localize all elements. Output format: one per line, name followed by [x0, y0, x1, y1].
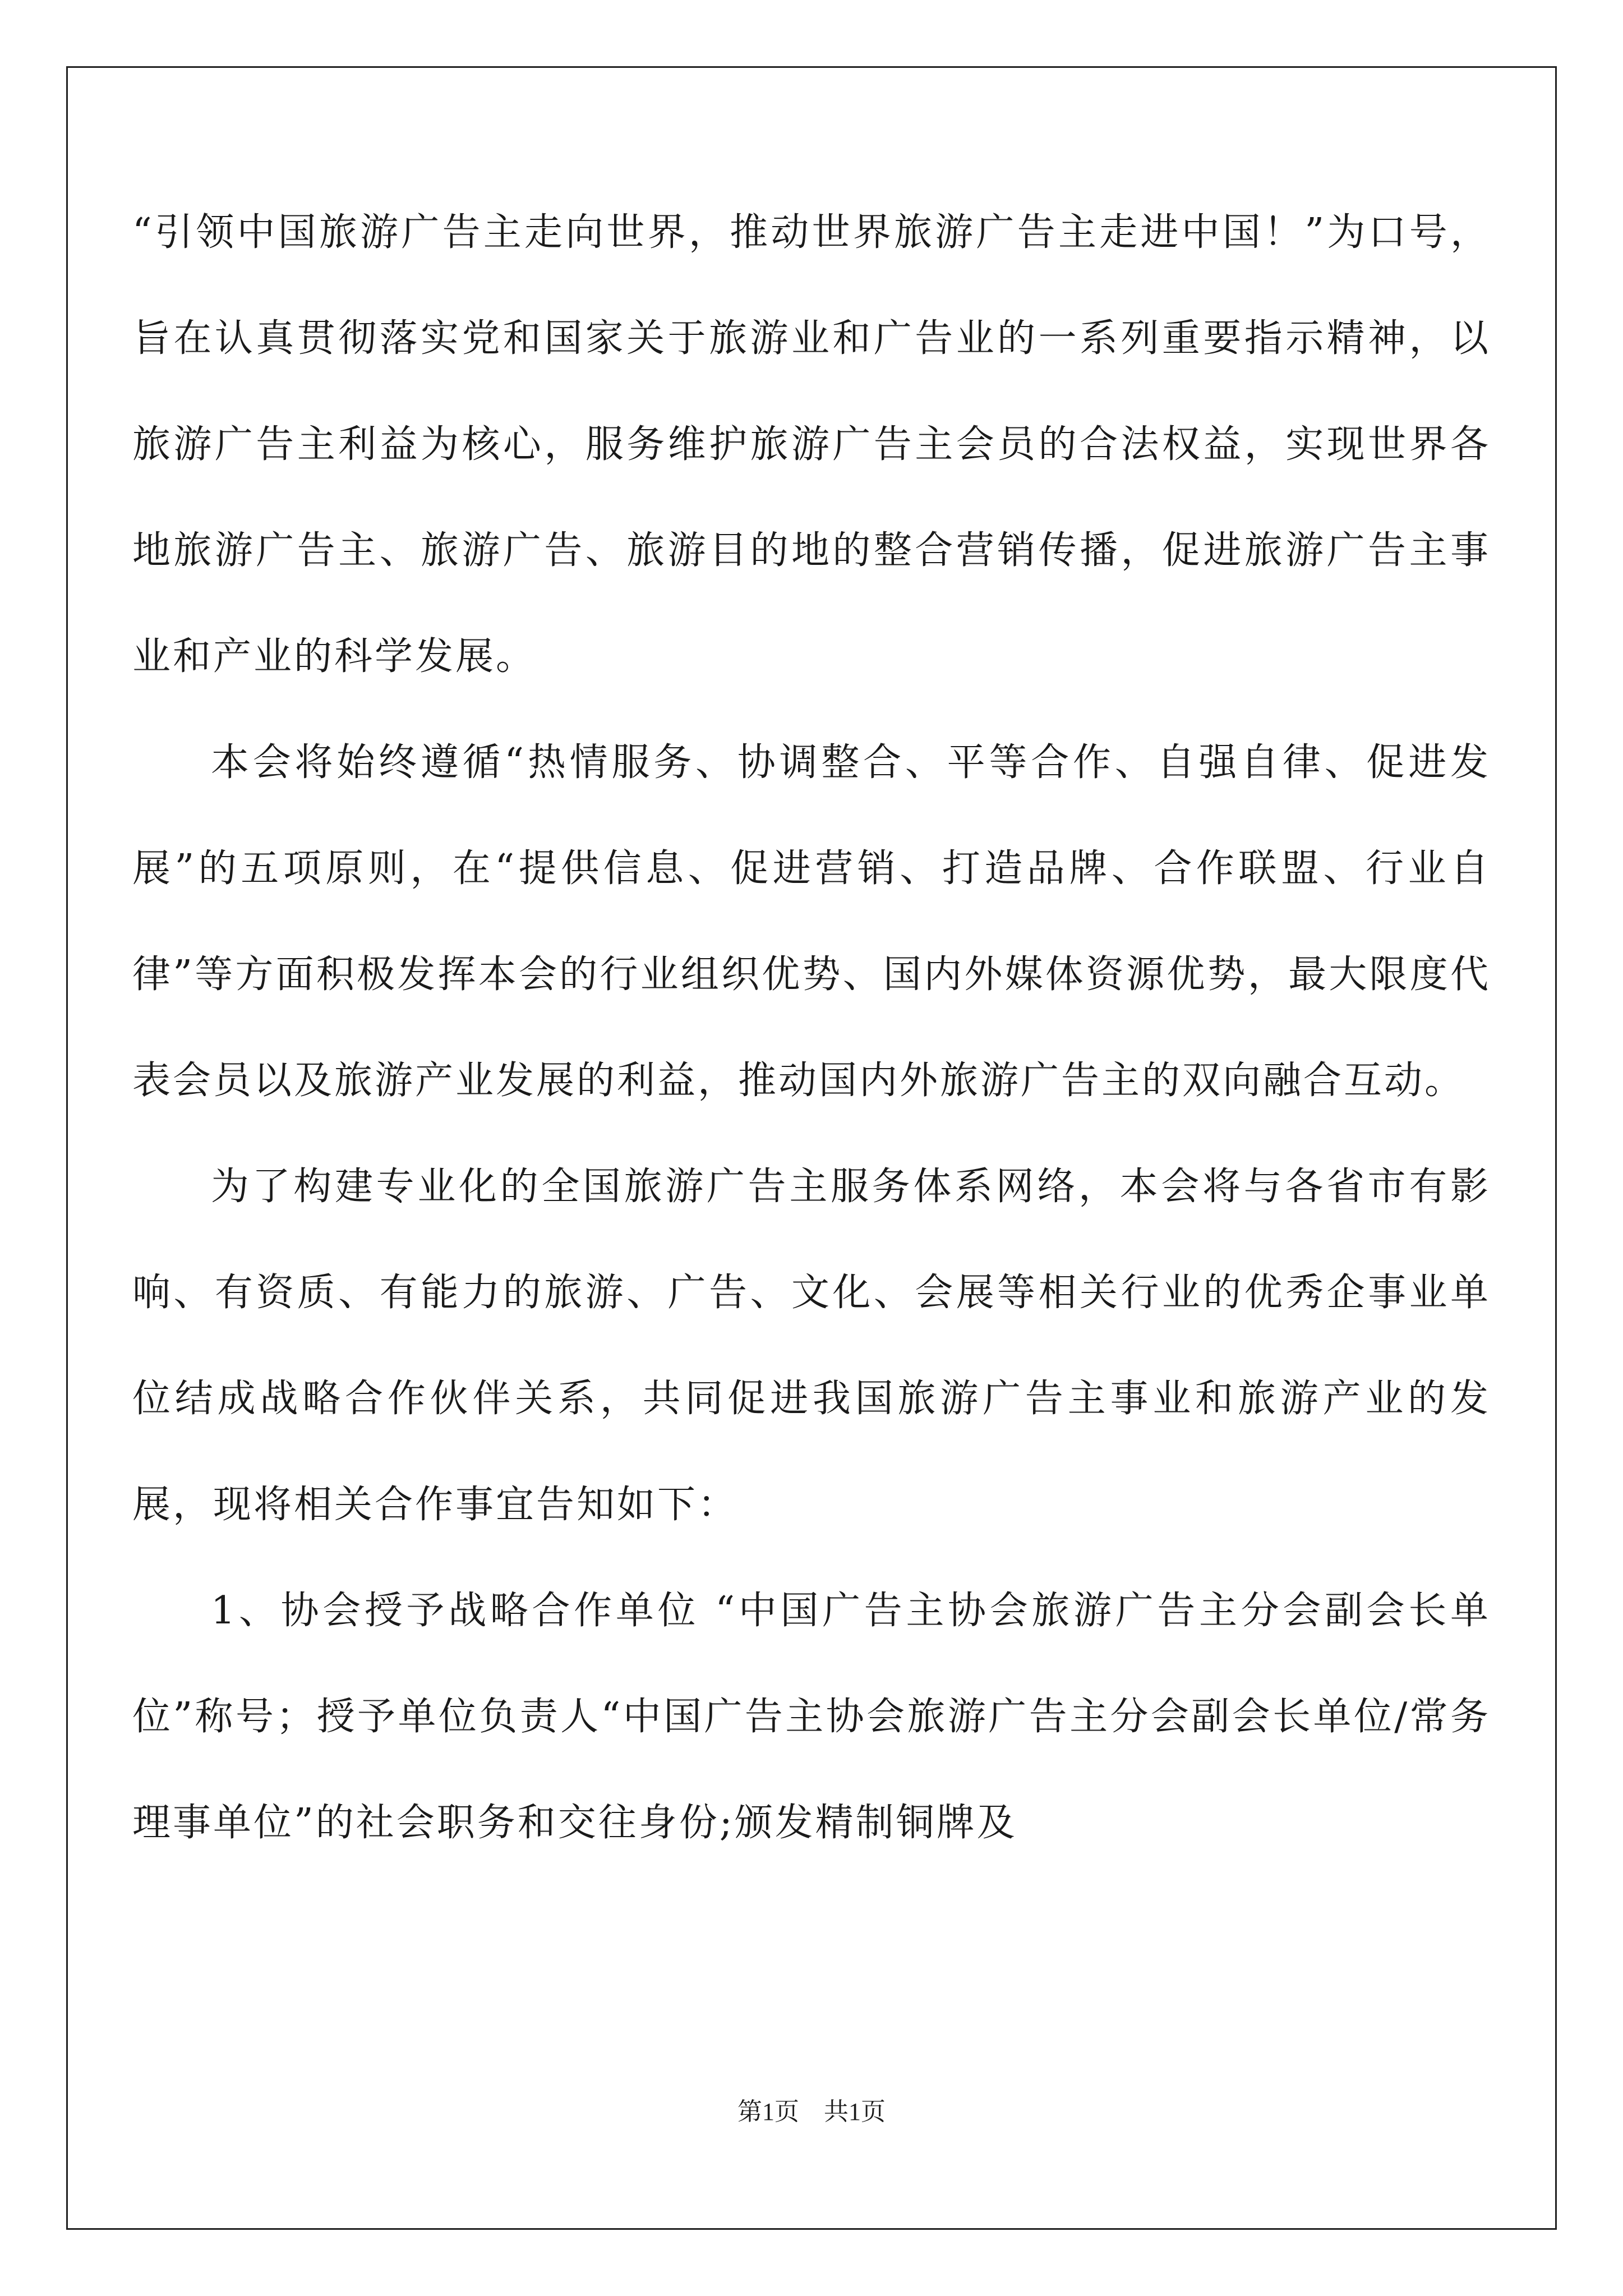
document-body [132, 180, 1491, 1876]
paragraph-3: 为了构建专业化的全国旅游广告主服务体系网络，本会将与各省市有影响、有资质、有能力的旅游、广告、文化、会展等相关行业的优秀企事业单位结成战略合作伙伴关系，共同促进我国旅游广告主事业和旅游产业的发展，现将相关合作事宜告知如下： [132, 1165, 1491, 1527]
page-number-footer: 第1页 共1页 [737, 2098, 886, 2125]
paragraph-2: 本会将始终遵循“热情服务、协调整合、平等合作、自强自律、促进发展”的五项原则，在“提供信息、促进营销、打造品牌、合作联盟、行业自律”等方面积极发挥本会的行业组织优势、国内外媒体资源优势，最大限度代表会员以及旅游产业发展的利益，推动国内外旅游广告主的双向融合互动。 [132, 740, 1491, 1103]
paragraph-1: “引领中国旅游广告主走向世界，推动世界旅游广告主走进中国！”为口号，旨在认真贯彻落实党和国家关于旅游业和广告业的一系列重要指示精神，以旅游广告主利益为核心，服务维护旅游广告主会员的合法权益，实现世界各地旅游广告主、旅游广告、旅游目的地的整合营销传播，促进旅游广告主事业和产业的科学发展。 [132, 210, 1491, 679]
paragraph-4: 1、协会授予战略合作单位 “中国广告主协会旅游广告主分会副会长单位”称号；授予单位负责人“中国广告主协会旅游广告主分会副会长单位/常务理事单位”的社会职务和交往身份;颁发精制铜牌及 [132, 1589, 1491, 1845]
